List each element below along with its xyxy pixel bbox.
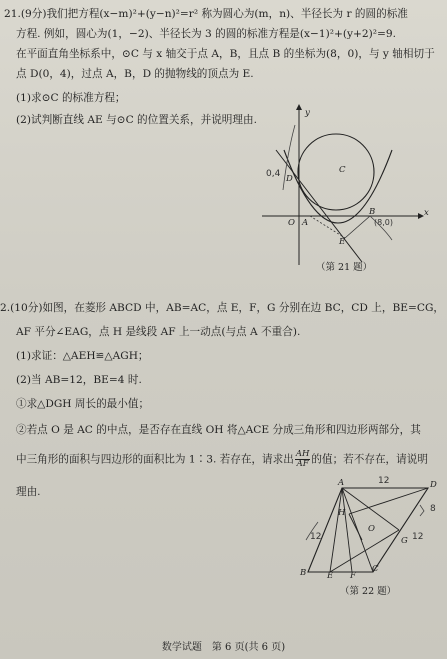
fig22-label-h: H <box>338 508 346 518</box>
fig21-label-x: x <box>424 208 429 218</box>
fig22-handwriting-ad: 12 <box>378 476 390 486</box>
fig22-label-b: B <box>300 568 307 578</box>
fig22-label-c: C <box>372 564 379 574</box>
fig21-label-a: A <box>302 218 309 228</box>
fig22-caption: （第 22 题） <box>340 586 397 597</box>
p21-line3: 在平面直角坐标系中，⊙C 与 x 轴交于点 A，B，且点 B 的坐标为(8，0)，与 y 轴相切于 <box>16 48 435 60</box>
fig21-handwriting-b: (8,0) <box>374 218 393 227</box>
fig21-label-d: D <box>286 174 293 184</box>
fig21-label-c: C <box>339 165 346 175</box>
p21-question2: (2)试判断直线 AE 与⊙C 的位置关系，并说明理由. <box>16 114 257 126</box>
fig21-caption: （第 21 题） <box>316 262 373 273</box>
p21-line2: 方程. 例如，圆心为(1，−2)、半径长为 3 的圆的标准方程是(x−1)²+(y+2)²=9. <box>16 28 396 40</box>
fig22-handwriting-dc: 12 <box>412 532 424 542</box>
page-footer: 数学试题 第 6 页(共 6 页) <box>161 642 286 653</box>
p22-question2: (2)当 AB=12，BE=4 时. <box>16 374 142 386</box>
p22-question2b-line1: ②若点 O 是 AC 的中点，是否存在直线 OH 将△ACE 分成三角形和四边形两部分，其 <box>16 424 421 436</box>
fig22-handwriting-mark: 8 <box>430 504 436 514</box>
fig22-handwriting-ab: 12 <box>310 532 322 542</box>
fig21-label-e: E <box>339 237 346 247</box>
p22-question2a: ①求△DGH 周长的最小值； <box>16 398 150 410</box>
p22-q2b-pre: 中三角形的面积与四边形的面积比为 1∶3. 若存在，请求出 <box>16 453 294 466</box>
fig21-label-b: B <box>369 207 376 217</box>
fig21-handwriting-d: 0,4 <box>266 169 281 179</box>
p21-line1: 21.(9分)我们把方程(x−m)²+(y−n)²=r² 称为圆心为(m，n)、半径长为 r 的圆的标准 <box>4 8 408 20</box>
fig21-label-o: O <box>288 218 295 228</box>
p22-line1: 2.(10分)如图，在菱形 ABCD 中，AB=AC，点 E，F，G 分别在边 BC，CD 上，BE=CG， <box>0 302 445 314</box>
fig22-label-a: A <box>338 478 345 488</box>
fig22-label-e: E <box>327 571 334 581</box>
fig22-label-o: O <box>368 524 375 534</box>
p21-line4: 点 D(0，4)，过点 A，B，D 的抛物线的顶点为 E. <box>16 68 254 80</box>
p21-question1: (1)求⊙C 的标准方程； <box>16 92 126 104</box>
fig22-label-d: D <box>430 480 437 490</box>
p22-question2b-line3: 理由. <box>16 486 41 498</box>
p22-fraction-den: AF <box>296 459 309 469</box>
p22-fraction-num: AH <box>295 449 310 459</box>
p22-q2b-post: 的值；若不存在，请说明 <box>311 453 428 466</box>
fig22-label-g: G <box>401 536 408 546</box>
fig21-label-y: y <box>305 108 310 118</box>
fig22-label-f: F <box>350 571 356 581</box>
p22-line2: AF 平分∠EAG，点 H 是线段 AF 上一动点(与点 A 不重合). <box>16 326 301 338</box>
p22-question1: (1)求证：△AEH≌△AGH； <box>16 350 149 362</box>
